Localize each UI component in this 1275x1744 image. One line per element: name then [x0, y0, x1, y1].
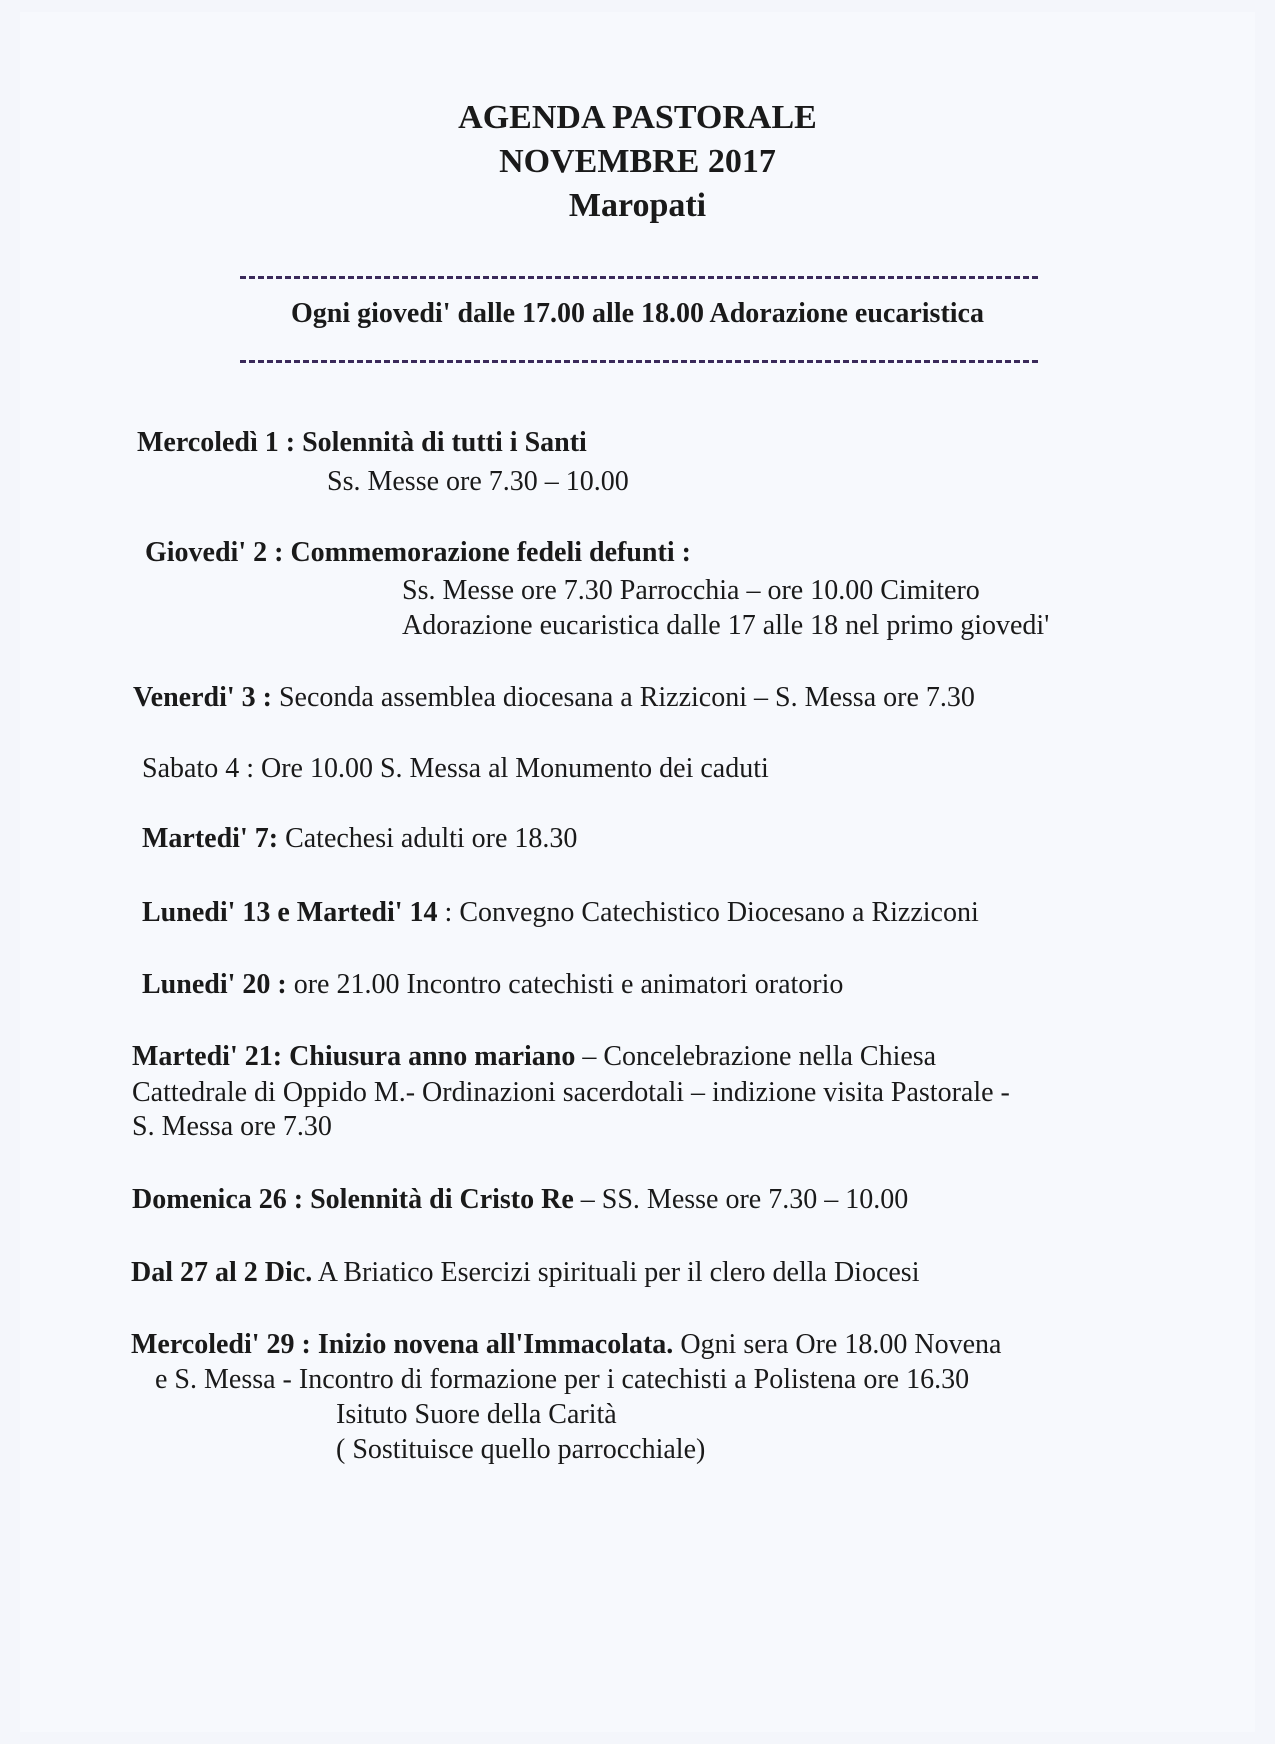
entry-date: Giovedi' 2 : — [145, 537, 284, 568]
entry-11-detail-2: Isituto Suore della Carità — [336, 1399, 617, 1430]
entry-date: Domenica 26 — [132, 1184, 287, 1215]
entry-8-detail-2: S. Messa ore 7.30 — [132, 1111, 332, 1142]
entry-title: Solennità di tutti i Santi — [302, 427, 587, 458]
entry-date: Mercoledì 1 : — [137, 427, 296, 458]
entry-text: A Briatico Esercizi spirituali per il clero della Diocesi — [317, 1257, 920, 1288]
entry-separator: : — [293, 1184, 304, 1215]
header-place: Maropati — [568, 187, 707, 224]
entry-2-detail-2: Adorazione eucaristica dalle 17 alle 18 nel primo giovedi' — [402, 610, 1050, 641]
entry-8 — [132, 1040, 936, 1074]
entry-4: Sabato 4 : Ore 10.00 S. Messa al Monumento dei caduti — [142, 753, 769, 784]
entry-title: Solennità di Cristo Re — [310, 1184, 574, 1215]
entry-date: Dal 27 al 2 Dic. — [131, 1257, 313, 1288]
dashed-rule-top — [240, 276, 1038, 279]
entry-text: – Concelebrazione nella Chiesa — [582, 1041, 937, 1072]
entry-9 — [132, 1183, 908, 1217]
banner-adoration: Ogni giovedi' dalle 17.00 alle 18.00 Adorazione eucaristica — [291, 298, 984, 329]
header-month: NOVEMBRE 2017 — [499, 143, 776, 180]
entry-2-detail-1: Ss. Messe ore 7.30 Parrocchia – ore 10.00 Cimitero — [402, 575, 980, 606]
entry-3 — [133, 681, 975, 715]
entry-6 — [142, 896, 979, 930]
entry-text: ore 21.00 Incontro catechisti e animatori oratorio — [293, 969, 844, 1000]
entry-11-detail-3: ( Sostituisce quello parrocchiale) — [336, 1434, 706, 1465]
entry-date: Martedi' 21: Chiusura anno mariano — [132, 1041, 576, 1072]
entry-8-detail-1: Cattedrale di Oppido M.- Ordinazioni sacerdotali – indizione visita Pastorale - — [132, 1077, 1010, 1108]
entry-7 — [142, 968, 843, 1002]
entry-date: Lunedi' 20 : — [142, 969, 287, 1000]
entry-text: Catechesi adulti ore 18.30 — [285, 823, 578, 854]
document-page — [20, 12, 1255, 1732]
entry-5 — [142, 822, 577, 856]
entry-1-detail: Ss. Messe ore 7.30 – 10.00 — [327, 466, 629, 497]
entry-text: : Convegno Catechistico Diocesano a Rizziconi — [444, 897, 979, 928]
entry-11-detail-1: e S. Messa - Incontro di formazione per i catechisti a Polistena ore 16.30 — [155, 1364, 970, 1395]
dashed-rule-bottom — [240, 360, 1038, 363]
entry-text: – SS. Messe ore 7.30 – 10.00 — [580, 1184, 909, 1215]
entry-1 — [137, 426, 587, 460]
header-title: AGENDA PASTORALE — [458, 99, 817, 136]
entry-text: Ogni sera Ore 18.00 Novena — [680, 1329, 1002, 1360]
entry-2 — [145, 536, 691, 570]
entry-11 — [131, 1328, 1001, 1362]
entry-title: Commemorazione fedeli defunti : — [290, 537, 691, 568]
entry-date: Venerdi' 3 : — [133, 682, 272, 713]
entry-date: Mercoledi' 29 : Inizio novena all'Immacolata. — [131, 1329, 674, 1360]
entry-date: Martedi' 7: — [142, 823, 279, 854]
entry-10 — [131, 1256, 919, 1290]
entry-date: Lunedi' 13 e Martedi' 14 — [142, 897, 438, 928]
entry-text: Seconda assemblea diocesana a Rizziconi – S. Messa ore 7.30 — [278, 682, 975, 713]
